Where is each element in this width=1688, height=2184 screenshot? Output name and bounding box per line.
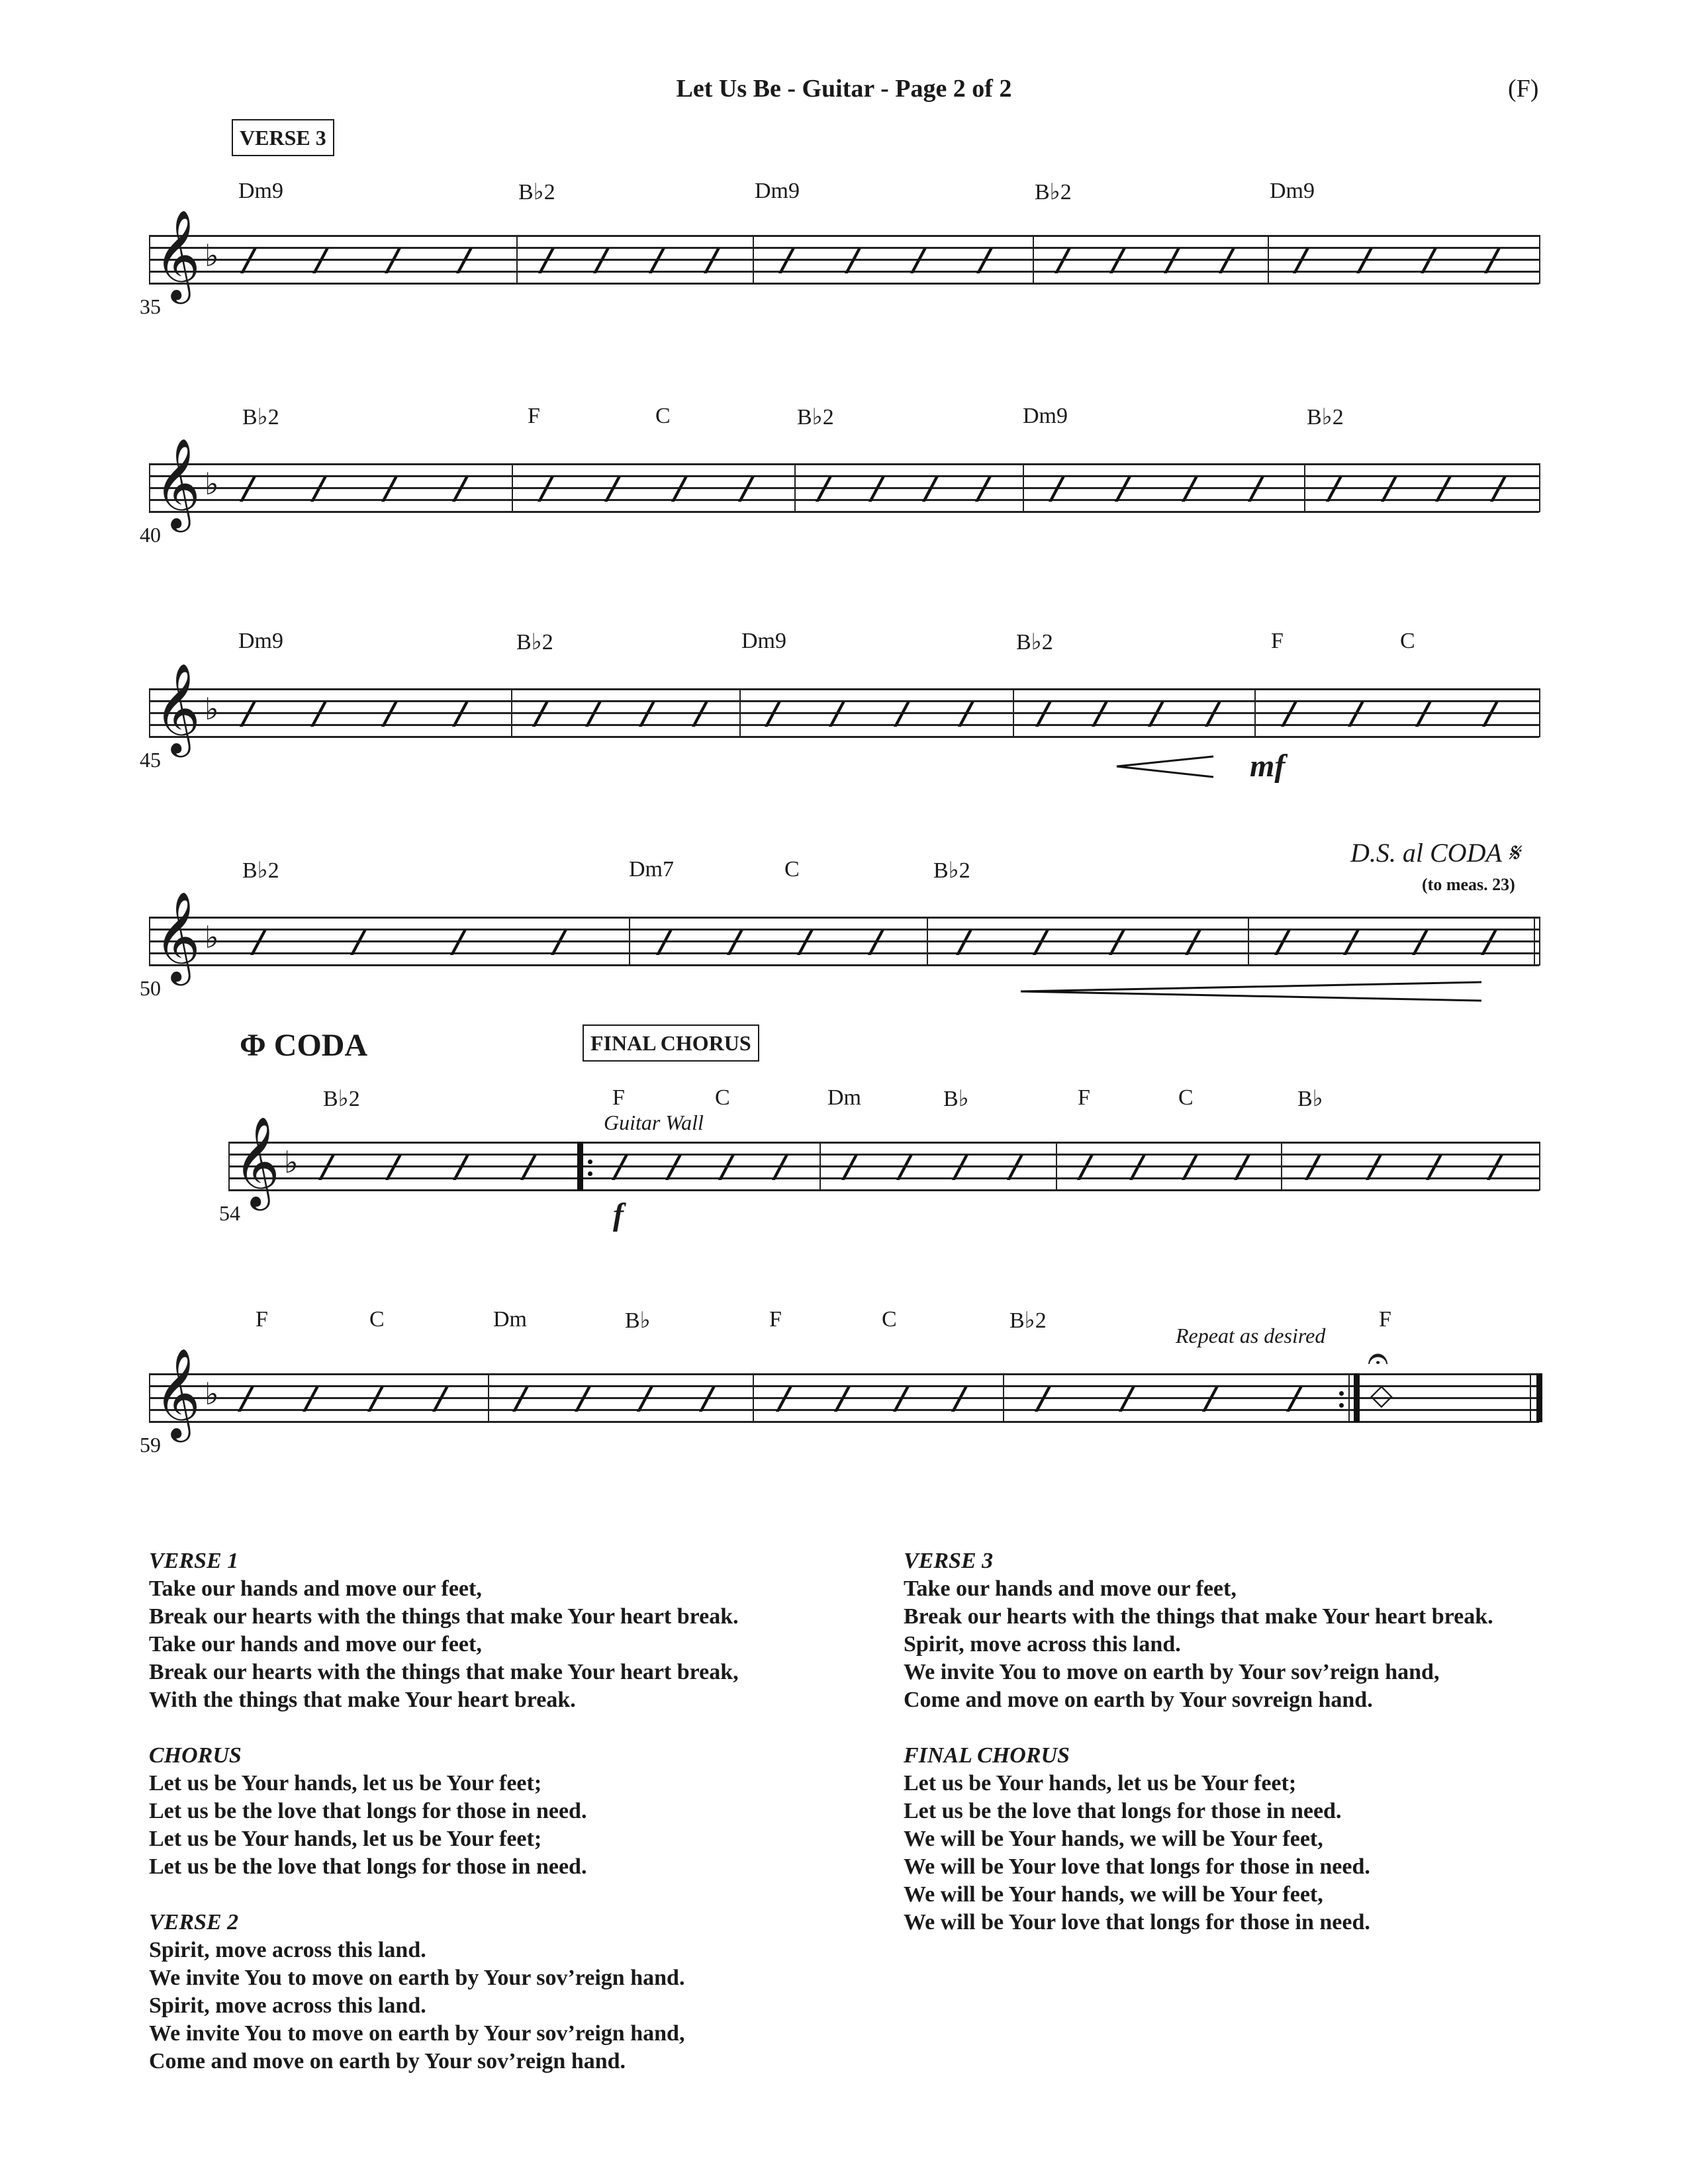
barline	[512, 463, 513, 512]
lyric-section-heading: VERSE 1	[149, 1549, 239, 1573]
chord-symbol: F	[612, 1085, 625, 1110]
rhythm-slash	[1305, 1155, 1321, 1180]
rhythm-slash	[1435, 477, 1452, 502]
rhythm-slash	[1129, 1155, 1146, 1180]
lyric-line: We invite You to move on earth by Your sov’reign hand,	[904, 1660, 1440, 1684]
rhythm-slash	[1286, 1387, 1303, 1412]
staff-line	[149, 463, 1539, 465]
rhythm-slash	[1202, 1387, 1219, 1412]
staff-line	[149, 475, 1539, 477]
coda-heading	[240, 1027, 367, 1064]
barline	[1304, 463, 1305, 512]
staff-line	[149, 1421, 1539, 1423]
rhythm-slash	[704, 248, 720, 273]
lyric-section	[904, 1547, 1493, 1714]
lyric-line: Let us be Your hands, let us be Your feet;	[149, 1771, 542, 1796]
rhythm-slash	[1032, 930, 1049, 955]
lyric-line: We will be Your love that longs for those in need.	[904, 1854, 1370, 1879]
double-barline	[1534, 917, 1535, 966]
rhythm-slash	[1280, 702, 1297, 727]
rhythm-slash	[816, 477, 832, 502]
staff-line	[149, 511, 1539, 513]
staff-system	[149, 1347, 1539, 1438]
rhythm-slash	[453, 1155, 469, 1180]
rhythm-slash	[1007, 1155, 1023, 1180]
staff-line	[149, 724, 1539, 726]
rhythm-slash	[1109, 248, 1126, 273]
barline	[511, 688, 512, 737]
rhythm-slash	[718, 1155, 735, 1180]
treble-clef-icon: 𝄞	[154, 890, 201, 981]
rhythm-slash	[1274, 930, 1291, 955]
rhythm-slash	[585, 702, 602, 727]
chord-symbol: F	[528, 404, 540, 428]
lyric-line: We will be Your love that longs for those in need.	[904, 1910, 1370, 1934]
whole-note-diamond-icon: ◇	[1370, 1378, 1393, 1412]
lyric-line: Let us be the love that longs for those in need.	[149, 1799, 587, 1823]
crescendo-hairpin-long-icon	[1019, 979, 1483, 1006]
rhythm-slash	[1148, 702, 1164, 727]
repeat-dot	[588, 1160, 592, 1164]
rhythm-slash	[551, 930, 567, 955]
repeat-dot	[588, 1171, 592, 1176]
rhythm-slash	[1421, 248, 1437, 273]
key-signature-flat-icon: ♭	[205, 1376, 219, 1412]
rhythm-slash	[1482, 702, 1499, 727]
lyrics-right-column	[904, 1547, 1493, 1964]
barline	[149, 688, 150, 737]
staff-line	[149, 247, 1539, 249]
staff-line	[149, 259, 1539, 261]
rhythm-slash	[910, 248, 927, 273]
barline	[820, 1142, 821, 1191]
chord-symbol: B♭2	[242, 405, 279, 430]
rhythm-slash	[1343, 930, 1360, 955]
rhythm-slash	[520, 1155, 537, 1180]
rhythm-slash	[692, 702, 708, 727]
rhythm-slash	[1204, 702, 1221, 727]
rhythm-slash	[975, 477, 992, 502]
rhythm-slash	[238, 1387, 254, 1412]
chord-symbol: C	[882, 1307, 897, 1332]
rehearsal-verse-3: VERSE 3	[232, 119, 334, 156]
chord-symbol: B♭	[943, 1087, 969, 1111]
rhythm-slash	[532, 702, 549, 727]
rhythm-slash	[951, 1387, 968, 1412]
rhythm-slash	[381, 702, 398, 727]
rhythm-slash	[1049, 477, 1065, 502]
rhythm-slash	[1055, 248, 1071, 273]
staff-line	[149, 917, 1539, 919]
measure-number: 45	[140, 748, 161, 772]
lyric-section-heading: VERSE 2	[149, 1910, 239, 1934]
lyric-line: Take our hands and move our feet,	[149, 1576, 482, 1601]
rhythm-slash	[1109, 930, 1125, 955]
chord-symbol: F	[256, 1307, 268, 1332]
rhythm-slash	[350, 930, 367, 955]
lyric-line: Let us be the love that longs for those in need.	[149, 1854, 587, 1879]
key-signature-flat-icon: ♭	[205, 919, 219, 955]
chord-symbol: B♭2	[797, 405, 834, 430]
rhythm-slash	[310, 477, 327, 502]
coda-symbol-icon: Φ	[240, 1028, 266, 1063]
rhythm-slash	[649, 248, 665, 273]
rhythm-slash	[432, 1387, 449, 1412]
treble-clef-icon: 𝄞	[234, 1115, 280, 1206]
rhythm-slash	[604, 477, 621, 502]
key-signature-flat-icon: ♭	[205, 466, 219, 502]
staff-line	[228, 1154, 1539, 1156]
staff-line	[149, 964, 1539, 966]
staff-system	[149, 437, 1539, 528]
staff-line	[149, 235, 1539, 237]
repeat-end-thin-barline	[1348, 1373, 1350, 1422]
rhythm-slash	[1164, 248, 1180, 273]
lyric-section	[904, 1742, 1493, 1936]
rhythm-slash	[312, 248, 329, 273]
rhythm-slash	[893, 1387, 910, 1412]
key-signature-flat-icon: ♭	[205, 238, 219, 273]
key-signature-flat-icon: ♭	[284, 1144, 299, 1180]
rhythm-slash	[841, 1155, 858, 1180]
chord-symbol: F	[1078, 1085, 1090, 1110]
rhythm-slash	[310, 702, 327, 727]
rhythm-slash	[1484, 248, 1501, 273]
rhythm-slash	[1185, 930, 1201, 955]
rhythm-slash	[893, 702, 910, 727]
fermata-icon: 𝄐	[1368, 1337, 1389, 1380]
barline	[228, 1142, 230, 1191]
rhythm-slash	[1381, 477, 1397, 502]
rhythm-slash	[1365, 1155, 1382, 1180]
measure-number: 50	[140, 976, 161, 1000]
rhythm-slash	[765, 702, 781, 727]
barline	[739, 688, 741, 737]
chord-symbol: F	[1379, 1307, 1391, 1332]
rhythm-slash	[1092, 702, 1108, 727]
to-measure-23: (to meas. 23)	[1422, 875, 1515, 894]
rhythm-slash	[318, 1155, 335, 1180]
barline	[149, 463, 150, 512]
rhythm-slash	[976, 248, 993, 273]
barline	[1281, 1142, 1282, 1191]
chord-symbol: Dm	[827, 1085, 861, 1110]
chord-symbol: B♭2	[1307, 405, 1344, 430]
rhythm-slash	[797, 930, 814, 955]
staff-line	[228, 1142, 1539, 1144]
rhythm-slash	[1412, 930, 1429, 955]
barline	[1033, 235, 1034, 284]
measure-number: 59	[140, 1433, 161, 1457]
lyric-line: We invite You to move on earth by Your sov’reign hand.	[149, 1966, 685, 1990]
chord-symbol: Dm9	[741, 629, 786, 653]
chord-symbol: B♭2	[323, 1087, 360, 1111]
barline	[1539, 688, 1540, 737]
barline	[927, 917, 928, 966]
staff-system	[149, 662, 1539, 753]
rhythm-slash	[868, 477, 885, 502]
chord-symbol: B♭2	[1016, 630, 1053, 655]
rhythm-slash	[1326, 477, 1342, 502]
barline	[149, 1373, 150, 1422]
lyric-line: Spirit, move across this land.	[904, 1632, 1181, 1657]
rhythm-slash	[727, 930, 743, 955]
rhythm-slash	[834, 1387, 851, 1412]
rhythm-slash	[778, 248, 795, 273]
crescendo-hairpin-icon	[1115, 754, 1215, 781]
rhythm-slash	[1490, 477, 1507, 502]
chord-symbol: B♭2	[1009, 1308, 1047, 1333]
rhythm-slash	[452, 477, 469, 502]
rhythm-slash	[538, 477, 554, 502]
lyric-line: Break our hearts with the things that make Your heart break,	[149, 1660, 739, 1684]
lyric-line: Come and move on earth by Your sov’reign hand.	[149, 2049, 626, 2073]
treble-clef-icon: 𝄞	[154, 208, 201, 300]
rehearsal-final-chorus: FINAL CHORUS	[583, 1024, 759, 1062]
barline	[1248, 917, 1249, 966]
staff-line	[149, 283, 1539, 285]
rhythm-slash	[665, 1155, 682, 1180]
guitar-wall-direction: Guitar Wall	[604, 1111, 704, 1134]
staff-line	[149, 712, 1539, 714]
barline	[753, 235, 754, 284]
chord-symbol: Dm9	[1270, 179, 1315, 203]
barline	[149, 917, 150, 966]
measure-number: 40	[140, 523, 161, 547]
lyric-section	[149, 1909, 739, 2075]
rhythm-slash	[845, 248, 861, 273]
rhythm-slash	[575, 1387, 591, 1412]
final-thin-barline	[1530, 1373, 1531, 1422]
rhythm-slash	[1234, 1155, 1250, 1180]
chord-symbol: C	[369, 1307, 385, 1332]
lyric-line: Come and move on earth by Your sovreign hand.	[904, 1688, 1373, 1712]
lyric-line: Let us be Your hands, let us be Your feet;	[904, 1771, 1297, 1796]
lyric-line: Break our hearts with the things that make Your heart break.	[149, 1604, 739, 1629]
repeat-end-barline	[1354, 1373, 1360, 1422]
ds-al-coda: D.S. al CODA 𝄋	[1350, 838, 1520, 868]
rhythm-slash	[612, 1155, 628, 1180]
lyric-line: Let us be the love that longs for those in need.	[904, 1799, 1342, 1823]
staff-line	[149, 1373, 1539, 1375]
barline	[1539, 463, 1540, 512]
rhythm-slash	[250, 930, 267, 955]
rhythm-slash	[637, 1387, 653, 1412]
chord-symbol: C	[715, 1085, 730, 1110]
rhythm-slash	[776, 1387, 792, 1412]
lyric-line: With the things that make Your heart break.	[149, 1688, 576, 1712]
measure-number: 35	[140, 295, 161, 318]
rhythm-slash	[1486, 1155, 1503, 1180]
chord-symbol: Dm7	[629, 857, 674, 882]
barline	[753, 1373, 754, 1422]
rhythm-slash	[1035, 702, 1052, 727]
barline	[488, 1373, 489, 1422]
repeat-dot	[1339, 1391, 1344, 1396]
chord-symbol: B♭2	[242, 858, 279, 883]
lyric-line: Break our hearts with the things that make Your heart break.	[904, 1604, 1493, 1629]
coda-label: CODA	[273, 1028, 368, 1063]
rhythm-slash	[921, 477, 938, 502]
staff-system	[149, 208, 1539, 300]
rhythm-slash	[1219, 248, 1235, 273]
barline	[1056, 1142, 1057, 1191]
rhythm-slash	[593, 248, 610, 273]
staff-line	[149, 1409, 1539, 1411]
measure-number: 54	[219, 1201, 240, 1225]
rhythm-slash	[384, 248, 400, 273]
lyric-line: Take our hands and move our feet,	[149, 1632, 482, 1657]
barline	[794, 463, 796, 512]
key-indicator: (F)	[1508, 75, 1539, 103]
rhythm-slash	[456, 248, 473, 273]
chord-symbol: B♭2	[933, 858, 970, 883]
barline	[1539, 1142, 1540, 1191]
dynamic-f: f	[613, 1197, 624, 1232]
barline	[1013, 688, 1014, 737]
rhythm-slash	[538, 248, 555, 273]
rhythm-slash	[1248, 477, 1264, 502]
rhythm-slash	[240, 477, 256, 502]
staff-line	[228, 1165, 1539, 1167]
rhythm-slash	[656, 930, 673, 955]
lyric-line: We invite You to move on earth by Your sov’reign hand,	[149, 2021, 685, 2046]
staff-line	[149, 952, 1539, 954]
staff-line	[228, 1177, 1539, 1179]
chord-symbol: C	[1400, 629, 1415, 653]
lyric-section-heading: FINAL CHORUS	[904, 1743, 1070, 1768]
staff-line	[149, 271, 1539, 273]
repeat-as-desired: Repeat as desired	[1176, 1324, 1326, 1347]
rhythm-slash	[638, 702, 655, 727]
rhythm-slash	[385, 1155, 402, 1180]
page-title: Let Us Be - Guitar - Page 2 of 2	[676, 75, 1012, 103]
staff-line	[228, 1189, 1539, 1191]
barline	[1003, 1373, 1004, 1422]
lyric-line: We will be Your hands, we will be Your feet,	[904, 1882, 1323, 1907]
rhythm-slash	[868, 930, 884, 955]
rhythm-slash	[1182, 1155, 1198, 1180]
chord-symbol: B♭	[625, 1308, 651, 1333]
barline	[1268, 235, 1269, 284]
rhythm-slash	[1035, 1387, 1051, 1412]
chord-symbol: Dm9	[755, 179, 800, 203]
rhythm-slash	[452, 702, 469, 727]
barline	[1023, 463, 1024, 512]
staff-line	[149, 1385, 1539, 1387]
rhythm-slash	[1077, 1155, 1094, 1180]
dynamic-mf: mf	[1250, 749, 1286, 784]
rhythm-slash	[896, 1155, 913, 1180]
lyrics-left-column	[149, 1547, 739, 2103]
repeat-start-barline	[577, 1142, 583, 1191]
rhythm-slash	[367, 1387, 384, 1412]
rhythm-slash	[1426, 1155, 1442, 1180]
chord-symbol: C	[655, 404, 671, 428]
lyric-line: We will be Your hands, we will be Your feet,	[904, 1827, 1323, 1851]
barline	[1539, 235, 1540, 284]
key-signature-flat-icon: ♭	[205, 691, 219, 727]
chord-symbol: Dm9	[238, 629, 283, 653]
chord-symbol: C	[784, 857, 800, 882]
lyric-section-heading: VERSE 3	[904, 1549, 994, 1573]
rhythm-slash	[450, 930, 467, 955]
lyric-line: Spirit, move across this land.	[149, 1938, 426, 1962]
rhythm-slash	[1119, 1387, 1135, 1412]
staff-line	[149, 688, 1539, 690]
chord-symbol: B♭2	[518, 180, 555, 205]
final-barline	[1536, 1373, 1542, 1422]
chord-symbol: B♭	[1297, 1087, 1323, 1111]
rhythm-slash	[956, 930, 972, 955]
rhythm-slash	[1481, 930, 1497, 955]
rhythm-slash	[952, 1155, 968, 1180]
lyric-section	[149, 1547, 739, 1714]
rhythm-slash	[772, 1155, 788, 1180]
staff-line	[149, 487, 1539, 489]
lyric-line: Let us be Your hands, let us be Your feet;	[149, 1827, 542, 1851]
rhythm-slash	[512, 1387, 529, 1412]
rhythm-slash	[1415, 702, 1431, 727]
rhythm-slash	[240, 702, 256, 727]
staff-line	[149, 499, 1539, 501]
lyric-section	[149, 1742, 739, 1881]
chord-symbol: Dm9	[238, 179, 283, 203]
staff-line	[149, 736, 1539, 738]
chord-symbol: Dm	[493, 1307, 527, 1332]
chord-symbol: B♭2	[516, 630, 553, 655]
barline	[1254, 688, 1256, 737]
chord-symbol: F	[769, 1307, 782, 1332]
rhythm-slash	[829, 702, 845, 727]
treble-clef-icon: 𝄞	[154, 1347, 201, 1438]
rhythm-slash	[1293, 248, 1309, 273]
rhythm-slash	[1115, 477, 1131, 502]
rhythm-slash	[671, 477, 688, 502]
chord-symbol: C	[1178, 1085, 1194, 1110]
treble-clef-icon: 𝄞	[154, 437, 201, 528]
lyric-line: Take our hands and move our feet,	[904, 1576, 1237, 1601]
staff-line	[149, 929, 1539, 931]
chord-symbol: F	[1271, 629, 1284, 653]
chord-symbol: B♭2	[1035, 180, 1072, 205]
barline	[629, 917, 630, 966]
double-barline	[1539, 917, 1540, 966]
rhythm-slash	[240, 248, 257, 273]
barline	[149, 235, 150, 284]
rhythm-slash	[737, 477, 754, 502]
lyric-section-heading: CHORUS	[149, 1743, 242, 1768]
lyric-line: Spirit, move across this land.	[149, 1993, 426, 2018]
repeat-dot	[1339, 1403, 1344, 1408]
rhythm-slash	[1181, 477, 1197, 502]
staff-system	[149, 890, 1539, 981]
rhythm-slash	[1356, 248, 1373, 273]
rhythm-slash	[1348, 702, 1364, 727]
rhythm-slash	[303, 1387, 319, 1412]
chord-symbol: Dm9	[1023, 404, 1068, 428]
treble-clef-icon: 𝄞	[154, 662, 201, 753]
rhythm-slash	[699, 1387, 716, 1412]
rhythm-slash	[958, 702, 974, 727]
rhythm-slash	[381, 477, 398, 502]
barline	[516, 235, 518, 284]
